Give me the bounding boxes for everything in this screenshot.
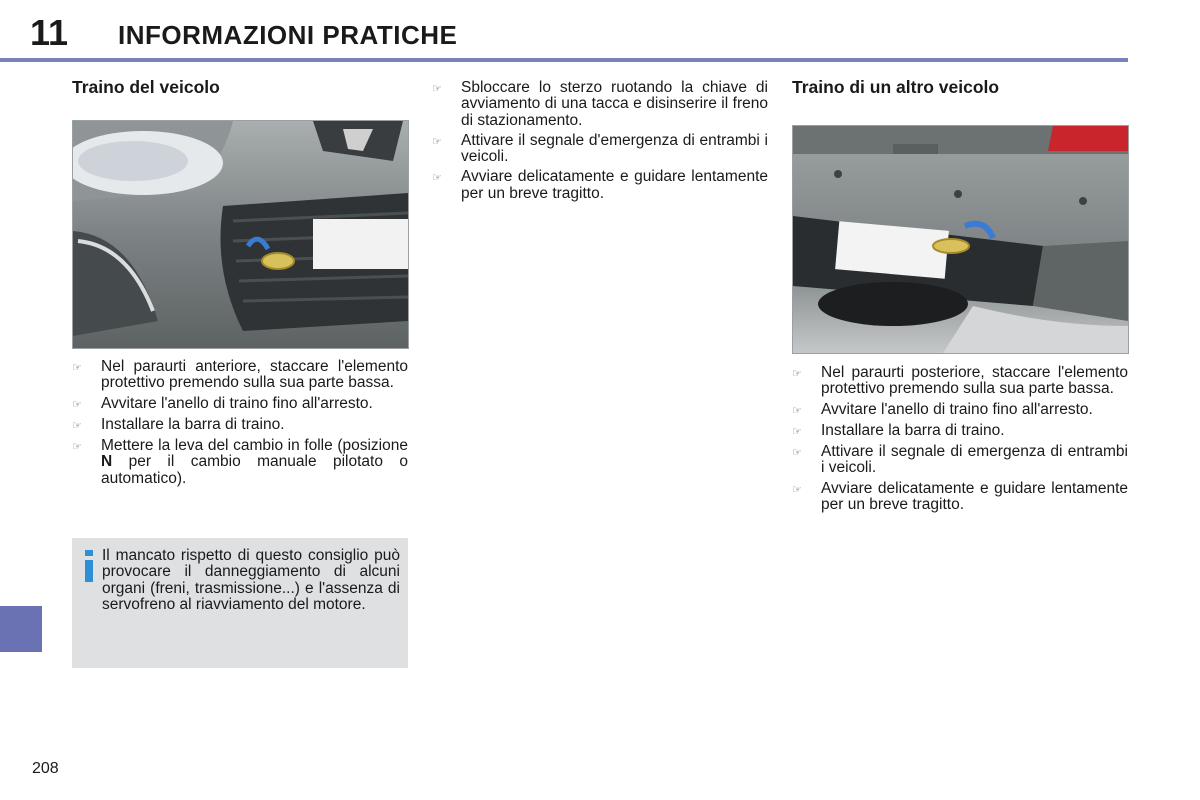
- pointing-hand-icon: ☞: [432, 83, 442, 95]
- pointing-hand-icon: ☞: [792, 425, 802, 438]
- pointing-hand-icon: ☞: [792, 483, 802, 496]
- list-item: ☞ Installare la barra di traino.: [792, 421, 1005, 439]
- list-item: ☞ Avvitare l'anello di traino fino all'arresto.: [72, 394, 373, 412]
- info-i-icon: [84, 550, 94, 582]
- chapter-title: INFORMAZIONI PRATICHE: [118, 20, 458, 50]
- left-steps-list: [72, 359, 408, 491]
- list-item: ☞ Mettere la leva del cambio in folle (posizione N per il cambio manuale pilotato o automatico).: [72, 437, 408, 487]
- header-rule: [0, 58, 1128, 62]
- pointing-hand-icon: ☞: [792, 447, 802, 460]
- list-item: ☞ Attivare il segnale d'emergenza di entrambi i veicoli.: [432, 131, 768, 166]
- pointing-hand-icon: ☞: [72, 398, 82, 411]
- list-item: ☞ Installare la barra di traino.: [72, 415, 285, 433]
- pointing-hand-icon: ☞: [72, 362, 82, 374]
- list-item: ☞ Avviare delicatamente e guidare lentamente per un breve tragitto.: [432, 168, 768, 202]
- page-number: 208: [32, 760, 59, 777]
- info-box: [72, 538, 408, 668]
- section-title-towing-own: Traino del veicolo: [72, 77, 220, 97]
- right-steps-list: [792, 365, 1128, 517]
- list-item: ☞ Attivare il segnale di emergenza di entrambi i veicoli.: [792, 443, 1128, 477]
- front-bumper-photo: [72, 120, 409, 349]
- pointing-hand-icon: ☞: [792, 368, 802, 380]
- list-item: ☞ Avviare delicatamente e guidare lentamente per un breve tragitto.: [792, 479, 1128, 514]
- pointing-hand-icon: ☞: [432, 135, 442, 148]
- middle-steps-list: [432, 80, 768, 206]
- chapter-number: 11: [30, 12, 69, 53]
- info-text: Il mancato rispetto di questo consiglio può provocare il danneggiamento di alcuni organi (freni, trasmissione...) e l'assenza di servofreno al riavviamento del motore.: [102, 547, 400, 613]
- list-item: ☞ Sbloccare lo sterzo ruotando la chiave di avviamento di una tacca e disinserire il freno di stazionamento.: [432, 79, 768, 129]
- list-item: ☞ Nel paraurti posteriore, staccare l'elemento protettivo premendo sulla sua parte bassa.: [792, 364, 1128, 398]
- rear-bumper-photo: [792, 125, 1129, 354]
- pointing-hand-icon: ☞: [72, 419, 82, 432]
- pointing-hand-icon: ☞: [792, 404, 802, 417]
- list-item: ☞ Avvitare l'anello di traino fino all'arresto.: [792, 400, 1093, 418]
- chapter-side-tab: [0, 606, 42, 652]
- section-title-towing-other: Traino di un altro veicolo: [792, 77, 1000, 97]
- list-item: ☞ Nel paraurti anteriore, staccare l'elemento protettivo premendo sulla sua parte bassa.: [72, 358, 408, 392]
- pointing-hand-icon: ☞: [432, 172, 442, 185]
- pointing-hand-icon: ☞: [72, 441, 82, 454]
